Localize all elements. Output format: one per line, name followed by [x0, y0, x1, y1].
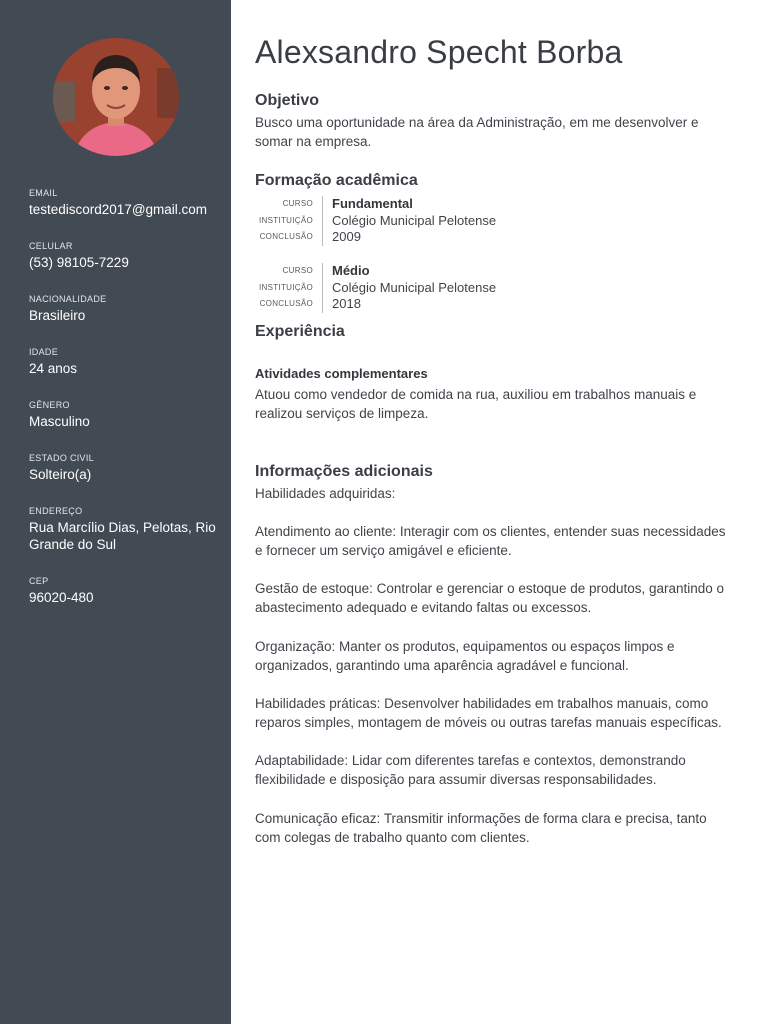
contact-nationality	[29, 293, 224, 324]
contact-age	[29, 346, 224, 377]
contact-value: 96020-480	[29, 590, 94, 605]
profile-photo	[53, 38, 179, 156]
additional-intro: Habilidades adquiridas:	[255, 486, 396, 501]
skill-paragraph: Atendimento ao cliente: Interagir com os clientes, entender suas necessidades e fornecer um serviço amigável e eficiente.	[255, 524, 726, 559]
contact-value: Rua Marcílio Dias, Pelotas, Rio Grande do Sul	[29, 520, 216, 552]
contact-label: CEP	[29, 576, 49, 586]
conclusion-label: CONCLUSÃO	[259, 232, 313, 241]
additional-info-heading: Informações adicionais	[255, 463, 433, 480]
contact-value: 24 anos	[29, 361, 78, 376]
contact-label: ESTADO CIVIL	[29, 453, 94, 463]
objective-heading: Objetivo	[255, 92, 320, 109]
skill-paragraph: Gestão de estoque: Controlar e gerenciar o estoque de produtos, garantindo o abastecimento adequado e evitando faltas ou excessos.	[255, 581, 725, 616]
course-label: CURSO	[282, 199, 313, 208]
contact-address	[29, 505, 224, 553]
experience-role: Atividades complementares	[255, 366, 428, 381]
contact-email	[29, 187, 224, 218]
skill-paragraph: Organização: Manter os produtos, equipamentos ou espaços limpos e organizados, garantindo uma aparência agradável e funcional.	[255, 639, 675, 674]
education-institution: Colégio Municipal Pelotense	[332, 279, 497, 295]
education-course: Médio	[332, 263, 370, 278]
education-field-labels	[255, 263, 313, 313]
experience-text: Atuou como vendedor de comida na rua, auxiliou em trabalhos manuais e realizou serviços de limpeza.	[255, 387, 697, 422]
education-institution: Colégio Municipal Pelotense	[332, 212, 497, 228]
contact-label: IDADE	[29, 347, 59, 357]
contact-label: NACIONALIDADE	[29, 294, 107, 304]
education-divider	[322, 263, 323, 313]
skill-paragraph: Adaptabilidade: Lidar com diferentes tarefas e contextos, demonstrando flexibilidade e disposição para assumir diversas responsabilidades.	[255, 753, 686, 788]
skill-paragraph: Habilidades práticas: Desenvolver habilidades em trabalhos manuais, como reparos simples, montagem de móveis ou outras tarefas manuais específicas.	[255, 696, 722, 731]
education-values	[332, 196, 496, 246]
candidate-name: Alexsandro Specht Borba	[255, 34, 623, 70]
objective-text: Busco uma oportunidade na área da Administração, em me desenvolver e somar na empresa.	[255, 115, 699, 150]
contact-value: Solteiro(a)	[29, 467, 92, 482]
contact-marital-status	[29, 452, 224, 483]
education-conclusion: 2009	[332, 229, 361, 244]
institution-label: INSTITUIÇÃO	[259, 215, 313, 225]
contact-label: GÊNERO	[29, 400, 70, 410]
contact-label: EMAIL	[29, 188, 58, 198]
contact-label: ENDEREÇO	[29, 506, 83, 516]
contact-phone	[29, 240, 224, 271]
education-conclusion: 2018	[332, 296, 361, 311]
skill-paragraph: Comunicação eficaz: Transmitir informações de forma clara e precisa, tanto com colegas de trabalho quanto com clientes.	[255, 811, 707, 846]
contact-value: testediscord2017@gmail.com	[29, 202, 208, 217]
education-field-labels	[255, 196, 313, 246]
course-label: CURSO	[282, 266, 313, 275]
institution-label: INSTITUIÇÃO	[259, 282, 313, 292]
sidebar	[0, 0, 231, 1024]
conclusion-label: CONCLUSÃO	[259, 299, 313, 308]
experience-heading: Experiência	[255, 323, 345, 340]
education-heading: Formação acadêmica	[255, 172, 418, 189]
contact-value: (53) 98105-7229	[29, 255, 129, 270]
contact-value: Brasileiro	[29, 308, 86, 323]
education-course: Fundamental	[332, 196, 413, 211]
education-divider	[322, 196, 323, 246]
contact-zip	[29, 575, 224, 606]
contact-label: CELULAR	[29, 241, 73, 251]
contact-value: Masculino	[29, 414, 90, 429]
education-values	[332, 263, 496, 313]
contact-gender	[29, 399, 224, 430]
